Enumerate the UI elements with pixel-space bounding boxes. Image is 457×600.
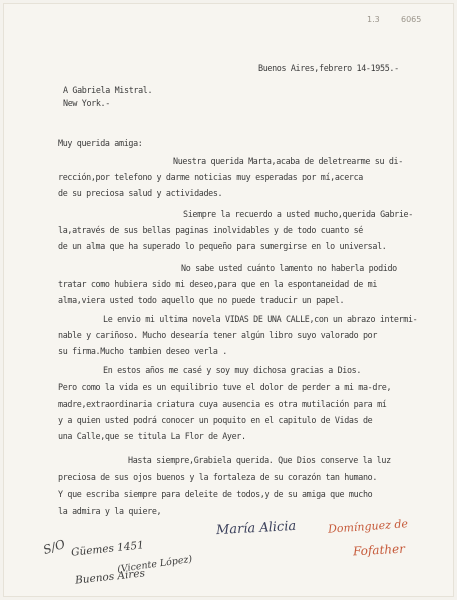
- body-line: y a quien usted podrá conocer un poquito en el capitulo de Vidas de: [58, 415, 373, 425]
- handwritten-address-line2: (Vicente López): [116, 553, 193, 576]
- body-line: Y que escriba siempre para deleite de todos,y de su amiga que mucho: [58, 489, 373, 499]
- body-line: No sabe usted cuánto lamento no haberla podido: [181, 263, 397, 273]
- handwritten-surname-line2: Fofather: [352, 541, 406, 559]
- handwritten-signature: María Alicia: [215, 518, 297, 539]
- handwritten-address-line3: Buenos Aires: [74, 567, 146, 587]
- archive-mark-right: 6065: [401, 15, 422, 24]
- salutation: Muy querida amiga:: [58, 138, 143, 148]
- body-line: rección,por telefono y darme noticias muy esperadas por mí,acerca: [58, 172, 363, 182]
- body-line: la admira y la quiere,: [58, 506, 162, 516]
- letter-page: [3, 3, 454, 597]
- body-line: Le envio mi ultima novela VIDAS DE UNA CALLE,con un abrazo intermi-: [103, 314, 418, 324]
- recipient-name: A Gabriela Mistral.: [63, 85, 153, 95]
- handwritten-so-mark: S/O: [41, 536, 67, 558]
- recipient-city: New York.-: [63, 98, 110, 108]
- body-line: una Calle,que se titula La Flor de Ayer.: [58, 431, 246, 441]
- body-line: la,através de sus bellas paginas inolvidables y de todo cuanto sé: [58, 225, 363, 235]
- handwritten-surname-line1: Domínguez de: [327, 517, 409, 536]
- body-line: alma,viera usted todo aquello que no puede traducir un papel.: [58, 295, 345, 305]
- body-line: Nuestra querida Marta,acaba de deletrearme su di-: [173, 156, 403, 166]
- body-line: Siempre la recuerdo a usted mucho,querida Gabrie-: [183, 209, 413, 219]
- body-line: nable y cariñoso. Mucho desearía tener algún libro suyo valorado por: [58, 330, 378, 340]
- body-line: Pero como la vida es un equilibrio tuve el dolor de perder a mi ma-dre,: [58, 382, 392, 392]
- body-line: En estos años me casé y soy muy dichosa gracias a Dios.: [103, 365, 362, 375]
- archive-mark-left: 1.3: [367, 15, 380, 24]
- body-line: tratar como hubiera sido mi deseo,para que en la espontaneidad de mi: [58, 279, 378, 289]
- body-line: de su preciosa salud y actividades.: [58, 188, 223, 198]
- body-line: de un alma que ha superado lo pequeño para sumergirse en lo universal.: [58, 241, 387, 251]
- body-line: madre,extraordinaria criatura cuya ausencia es otra mutilación para mí: [58, 399, 387, 409]
- body-line: Hasta siempre,Grabiela querida. Que Dios conserve la luz: [128, 455, 391, 465]
- letter-date: Buenos Aires,febrero 14-1955.-: [258, 63, 399, 73]
- handwritten-address-line1: Güemes 1451: [70, 539, 145, 559]
- body-line: su firma.Mucho tambien deseo verla .: [58, 346, 227, 356]
- body-line: preciosa de sus ojos buenos y la fortaleza de su corazón tan humano.: [58, 472, 378, 482]
